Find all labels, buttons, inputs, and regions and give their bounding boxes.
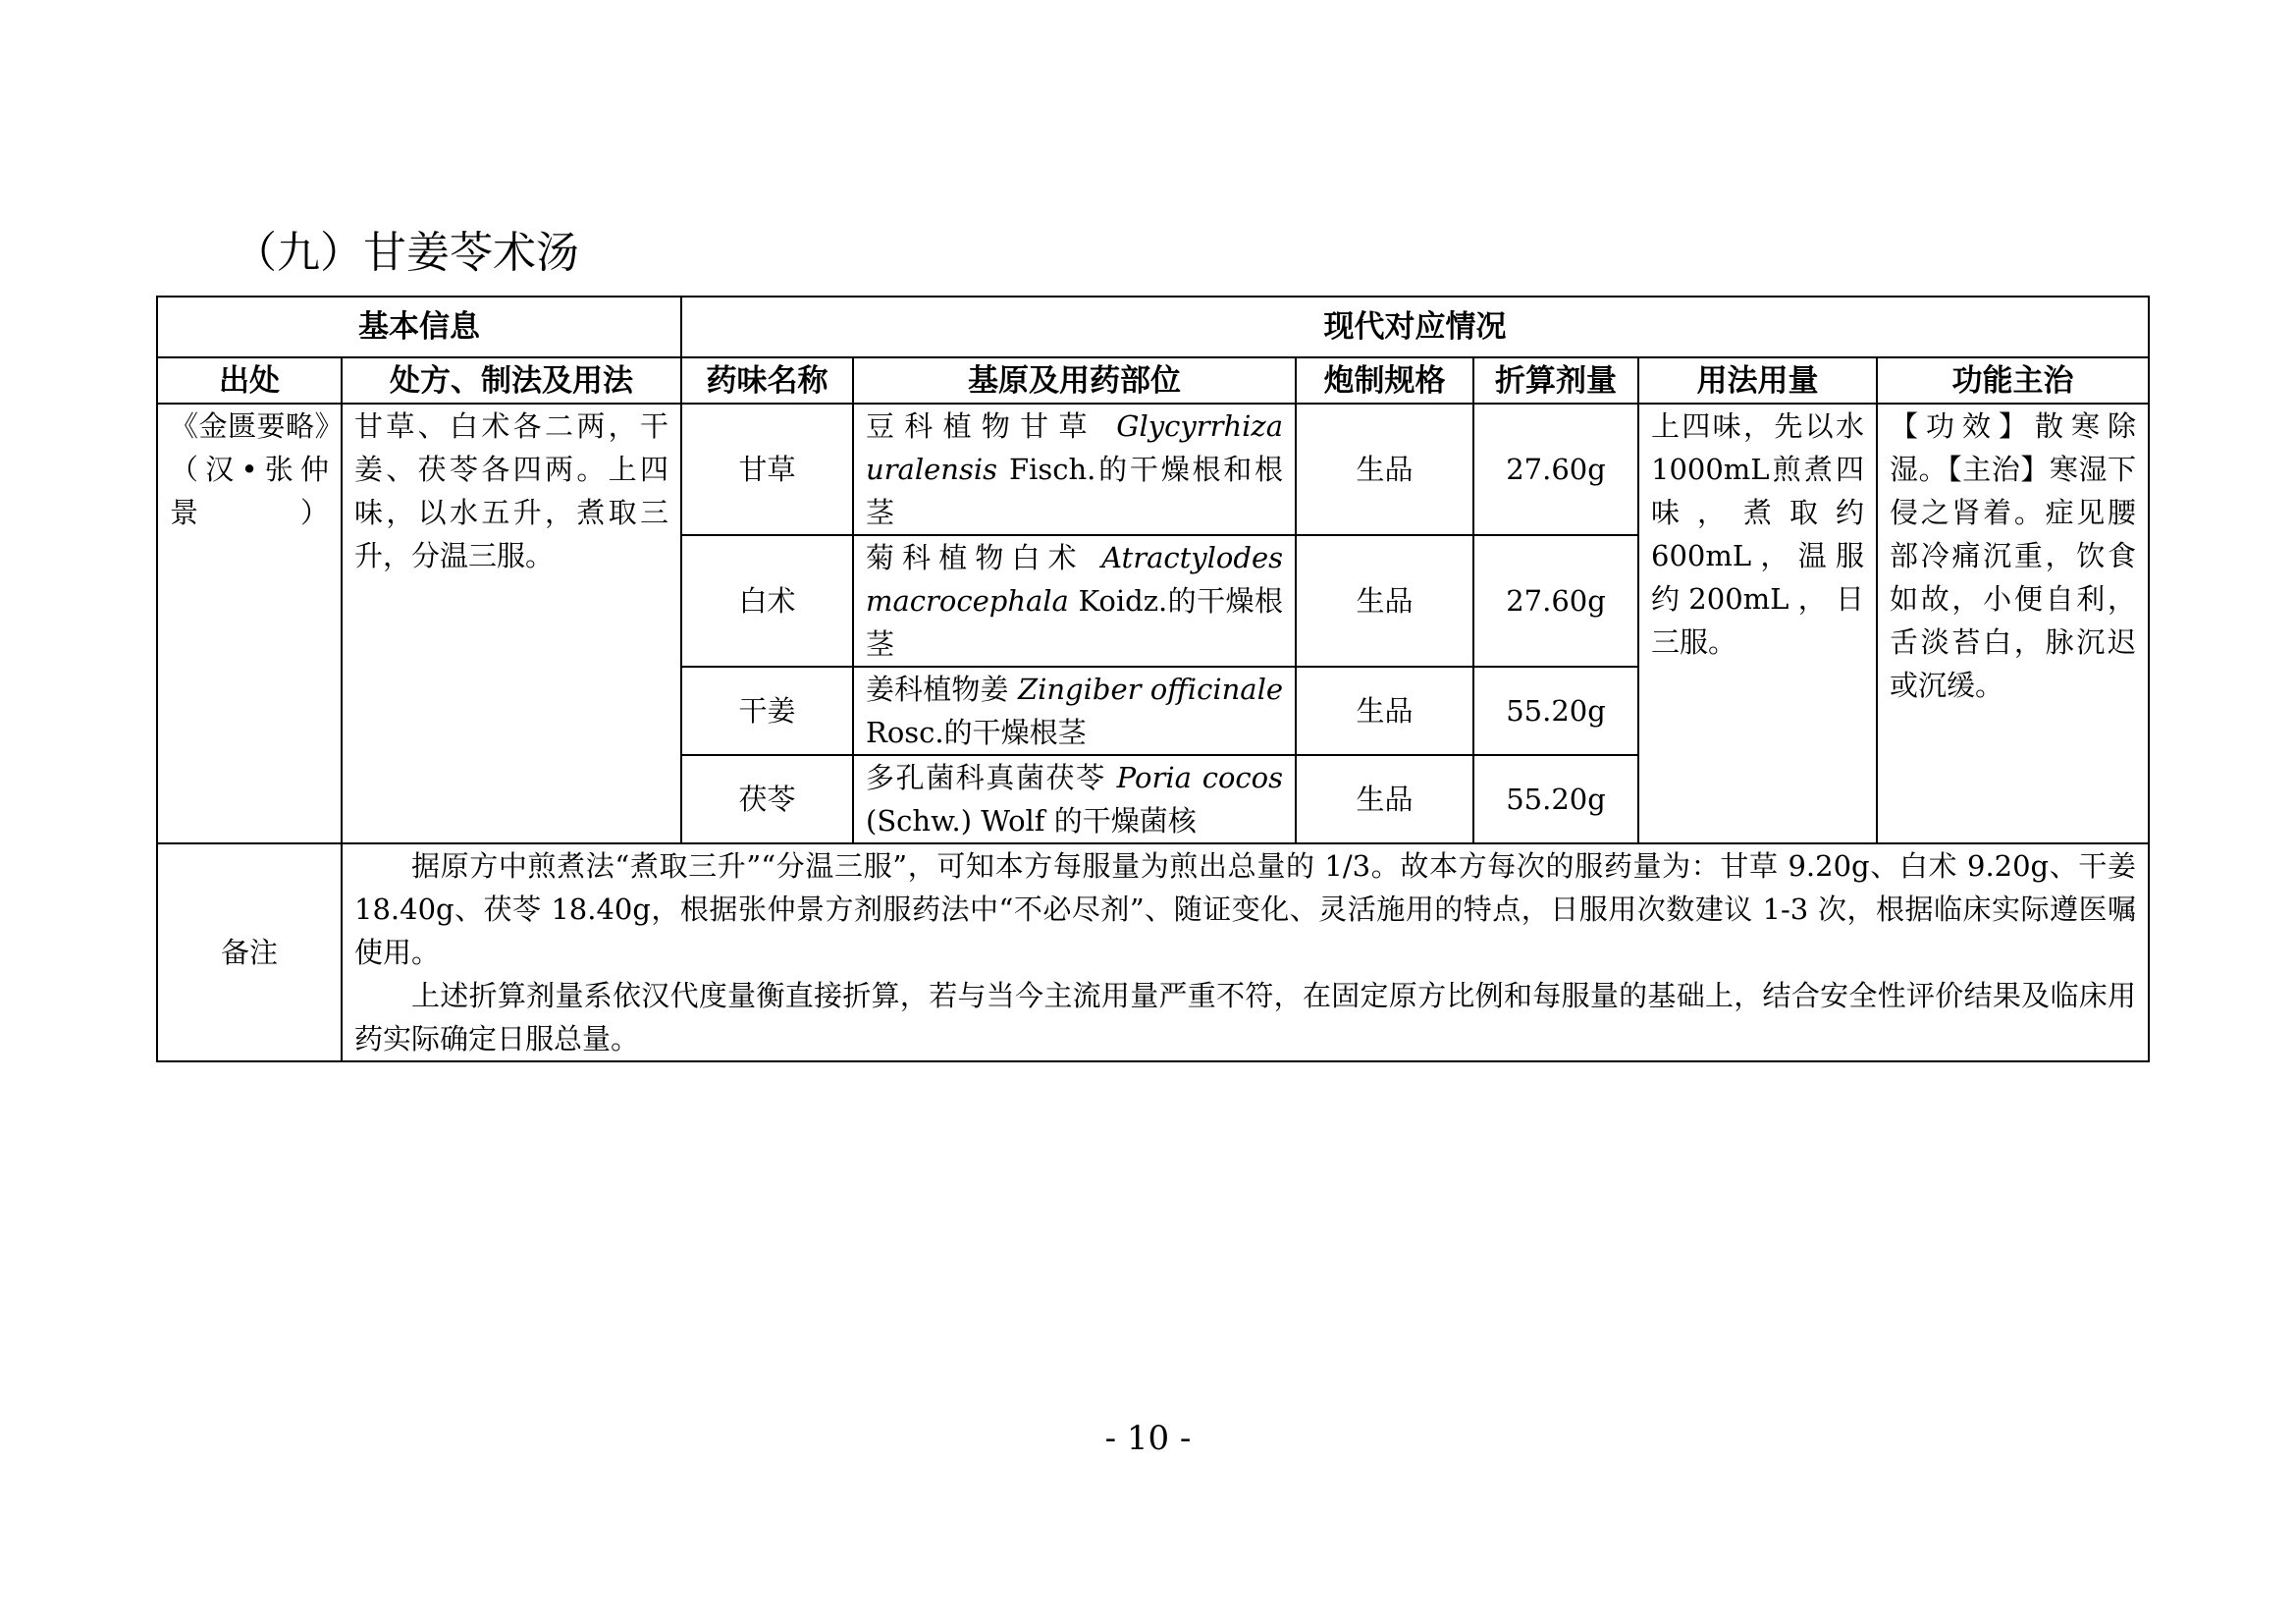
herb-origin: 豆科植物甘草 Glycyrrhiza uralensis Fisch.的干燥根和根茎 [853,404,1296,535]
function-cell: 【功效】散寒除湿。【主治】寒湿下侵之肾着。症见腰部冷痛沉重，饮食如故，小便自利，舌淡苔白，脉沉迟或沉缓。 [1877,404,2149,843]
herb-dose: 55.20g [1473,667,1638,755]
col-header-prescription: 处方、制法及用法 [342,357,681,404]
prescription-table [156,296,2150,1062]
herb-dose: 55.20g [1473,755,1638,843]
herb-origin: 菊科植物白术 Atractylodes macrocephala Koidz.的干燥根茎 [853,535,1296,667]
notes-paragraph: 据原方中煎煮法“煮取三升”“分温三服”，可知本方每服量为煎出总量的 1/3。故本方每次的服药量为：甘草 9.20g、白术 9.20g、干姜 18.40g、茯苓 18.40g，根据张仲景方剂服药法中“不必尽剂”、随证变化、灵活施用的特点，日服用次数建议 1-3 次，根据临床实际遵医嘱使用。 [354,849,2137,969]
group-header-modern: 现代对应情况 [681,297,2149,357]
col-header-function: 功能主治 [1877,357,2149,404]
herb-processing: 生品 [1296,667,1473,755]
col-header-origin: 基原及用药部位 [853,357,1296,404]
page-number: - 10 - [1104,1419,1192,1458]
notes-paragraph: 上述折算剂量系依汉代度量衡直接折算，若与当今主流用量严重不符，在固定原方比例和每服量的基础上，结合安全性评价结果及临床用药实际确定日服总量。 [354,979,2137,1056]
col-header-dose: 折算剂量 [1473,357,1638,404]
table-row [157,404,2149,535]
notes-label: 备注 [157,843,342,1061]
herb-name: 白术 [681,535,853,667]
herb-name: 茯苓 [681,755,853,843]
col-header-source: 出处 [157,357,342,404]
herb-processing: 生品 [1296,535,1473,667]
source-cell: 《金匮要略》（汉•张仲景） [157,404,342,843]
prescription-cell: 甘草、白术各二两，干姜、茯苓各四两。上四味，以水五升，煮取三升，分温三服。 [342,404,681,843]
notes-cell [342,843,2149,1061]
herb-name: 甘草 [681,404,853,535]
col-header-usage: 用法用量 [1638,357,1877,404]
herb-dose: 27.60g [1473,535,1638,667]
col-header-processing: 炮制规格 [1296,357,1473,404]
herb-processing: 生品 [1296,755,1473,843]
section-title: （九）甘姜苓术汤 [234,228,579,278]
herb-origin: 多孔菌科真菌茯苓 Poria cocos (Schw.) Wolf 的干燥菌核 [853,755,1296,843]
notes-row [157,843,2149,1061]
usage-cell: 上四味，先以水1000mL煎煮四味，煮取约600mL，温服约200mL，日三服。 [1638,404,1877,843]
col-header-herb-name: 药味名称 [681,357,853,404]
herb-origin: 姜科植物姜 Zingiber officinale Rosc.的干燥根茎 [853,667,1296,755]
herb-name: 干姜 [681,667,853,755]
herb-processing: 生品 [1296,404,1473,535]
herb-dose: 27.60g [1473,404,1638,535]
group-header-basic: 基本信息 [157,297,681,357]
